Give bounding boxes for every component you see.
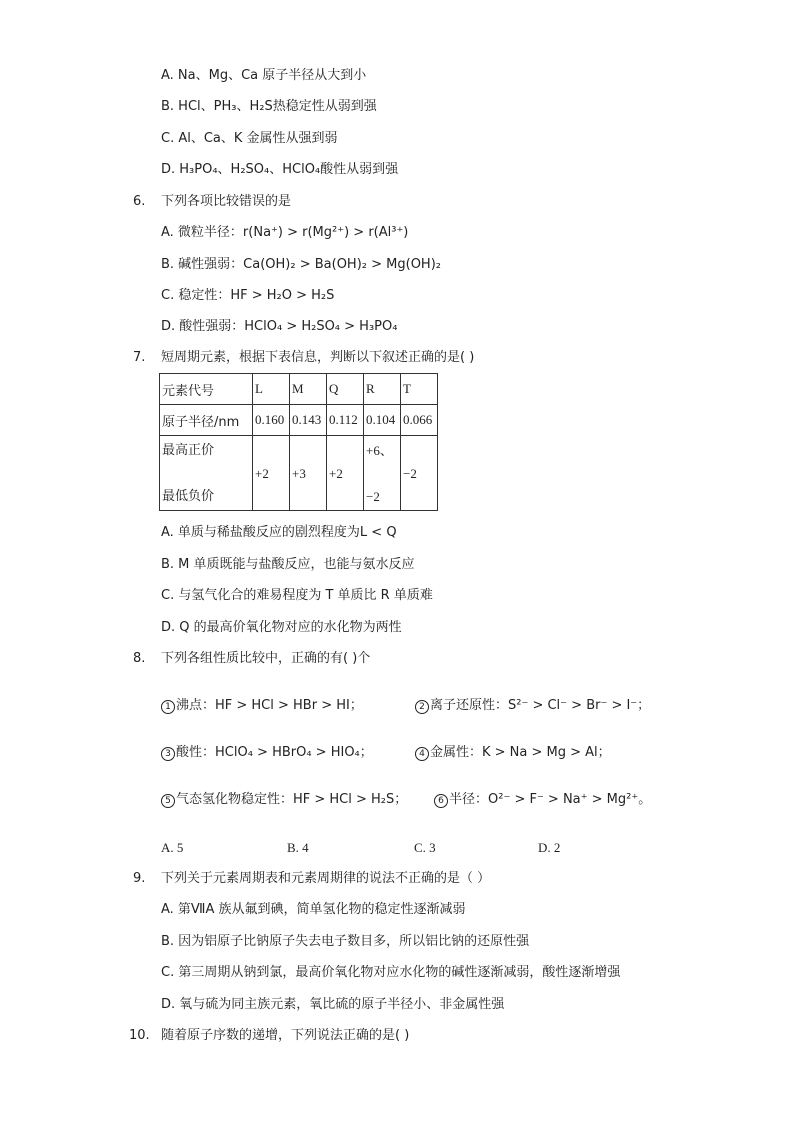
q9-option-a: A. 第ⅦA 族从氟到碘，简单氢化物的稳定性逐渐减弱 [161,902,466,917]
circled-number: 6 [434,794,448,808]
q6-option-c: C. 稳定性：HF > H₂O > H₂S [161,288,335,303]
q10-stem: 随着原子序数的递增，下列说法正确的是( ) [161,1028,410,1043]
q7-option-c: C. 与氢气化合的难易程度为 T 单质比 R 单质难 [161,588,433,603]
q5-option-c: C. Al、Ca、K 金属性从强到弱 [161,131,338,146]
table-cell: +2 [327,436,364,511]
valence-label-top: 最高正价 [162,442,215,458]
q9-option-b: B. 因为铝原子比钠原子失去电子数目多，所以铝比钠的还原性强 [161,934,530,949]
circled-number: 5 [161,794,175,808]
q9-stem: 下列关于元素周期表和元素周期律的说法不正确的是（ ） [161,871,491,886]
q7-option-a: A. 单质与稀盐酸反应的剧烈程度为L < Q [161,525,397,540]
q6-stem: 下列各项比较错误的是 [161,194,292,209]
q5-option-a: A. Na、Mg、Ca 原子半径从大到小 [161,68,367,83]
table-row [160,374,438,405]
q9-number: 9. [133,871,146,886]
table-cell: +6、 −2 [364,436,401,511]
table-header-cell: R [364,374,401,405]
q7-stem: 短周期元素，根据下表信息，判断以下叙述正确的是( ) [161,350,475,365]
q9-option-d: D. 氧与硫为同主族元素，氧比硫的原子半径小、非金属性强 [161,997,505,1012]
q6-option-d: D. 酸性强弱：HClO₄ > H₂SO₄ > H₃PO₄ [161,319,398,334]
valence-label-bottom: 最低负价 [162,488,215,504]
circled-number: 1 [161,700,175,714]
table-header-cell: Q [327,374,364,405]
table-row [160,405,438,436]
table-header-cell: T [401,374,438,405]
table-cell: 0.066 [401,405,438,436]
q10-number: 10. [129,1028,150,1043]
q5-option-d: D. H₃PO₄、H₂SO₄、HClO₄酸性从弱到强 [161,162,399,177]
q8-item-1: 1 沸点：HF > HCl > HBr > HI； [161,697,363,715]
table-header-cell: 元素代号 [160,374,253,405]
q8-stem: 下列各组性质比较中，正确的有( )个 [161,651,371,666]
q9-option-c: C. 第三周期从钠到氯，最高价氧化物对应水化物的碱性逐渐减弱，酸性逐渐增强 [161,965,621,980]
q8-number: 8. [133,651,146,666]
circled-number: 3 [161,747,175,761]
table-cell: +3 [290,436,327,511]
q6-number: 6. [133,194,146,209]
q7-option-d: D. Q 的最高价氧化物对应的水化物为两性 [161,620,402,635]
table-header-cell: M [290,374,327,405]
circled-number: 2 [415,700,429,714]
table-cell: −2 [401,436,438,511]
q7-number: 7. [133,350,146,365]
element-table [159,373,438,511]
q8-choice-b: B. 4 [287,840,309,855]
table-cell: 0.112 [327,405,364,436]
q8-choice-d: D. 2 [538,840,561,855]
q8-item-6: 6 半径：O²⁻ > F⁻ > Na⁺ > Mg²⁺。 [434,791,651,809]
table-cell: +2 [253,436,290,511]
q8-choice-a: A. 5 [161,840,184,855]
table-cell: 0.104 [364,405,401,436]
q5-option-b: B. HCl、PH₃、H₂S热稳定性从弱到强 [161,99,377,114]
q8-item-3: 3 酸性：HClO₄ > HBrO₄ > HIO₄； [161,744,373,762]
radius-label: 原子半径/nm [160,405,253,436]
table-header-cell: L [253,374,290,405]
table-row [160,436,438,511]
valence-label-cell [160,436,253,511]
q8-choice-c: C. 3 [414,840,436,855]
table-cell: 0.143 [290,405,327,436]
q6-option-a: A. 微粒半径：r(Na⁺) > r(Mg²⁺) > r(Al³⁺) [161,225,409,240]
q7-option-b: B. M 单质既能与盐酸反应，也能与氨水反应 [161,557,415,572]
table-cell: 0.160 [253,405,290,436]
q8-item-2: 2 离子还原性：S²⁻ > Cl⁻ > Br⁻ > I⁻； [415,697,650,715]
q8-item-5: 5 气态氢化物稳定性：HF > HCl > H₂S； [161,791,407,809]
q6-option-b: B. 碱性强弱：Ca(OH)₂ > Ba(OH)₂ > Mg(OH)₂ [161,257,441,272]
circled-number: 4 [415,747,429,761]
q8-item-4: 4 金属性：K > Na > Mg > Al； [415,744,611,762]
